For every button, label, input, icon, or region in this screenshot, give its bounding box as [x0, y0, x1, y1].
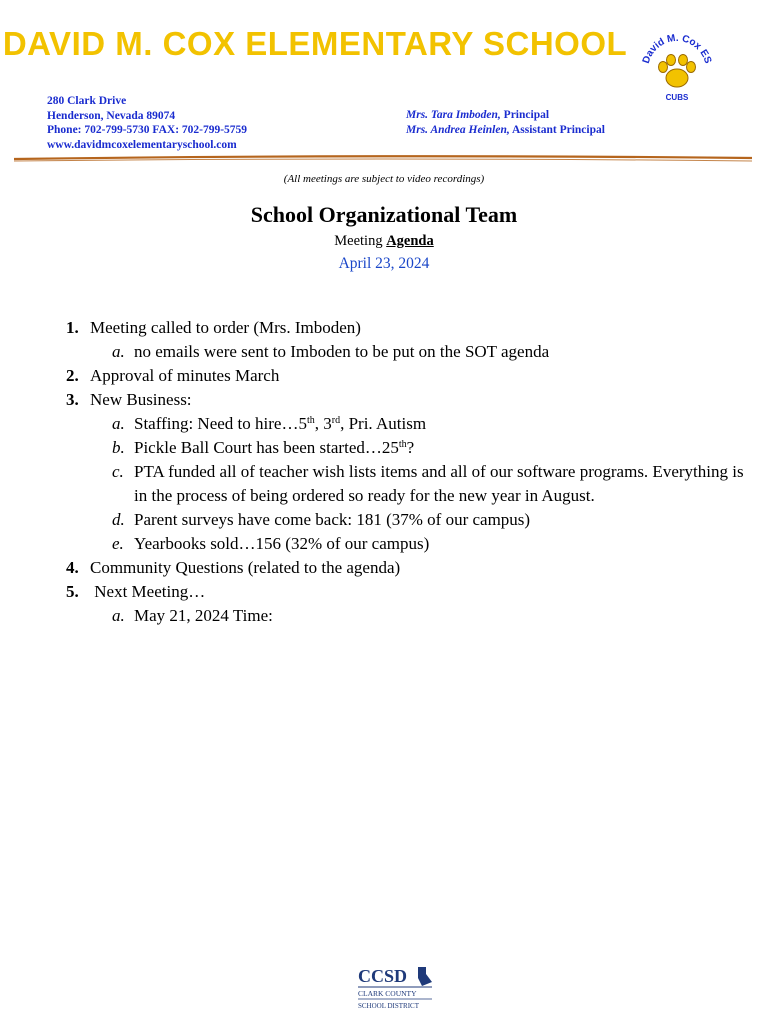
item-text: Approval of minutes March: [90, 366, 280, 385]
ordinal-suffix: th: [398, 439, 407, 450]
ordinal-suffix: rd: [331, 415, 341, 426]
text-part: , Pri. Autism: [340, 414, 427, 433]
page-title: School Organizational Team: [250, 202, 518, 227]
text-part: Staffing: Need to hire…5: [134, 414, 307, 433]
logo-arc-text: David M. Cox ES: [640, 32, 714, 65]
logo-cubs-text: CUBS: [665, 93, 689, 102]
sub-item-letter: a.: [112, 414, 125, 433]
sub-item-letter: c.: [112, 462, 124, 481]
meeting-subtitle: [0, 233, 768, 250]
meeting-date: April 23, 2024: [338, 255, 430, 272]
agenda-sub-item: [112, 508, 746, 532]
agenda-item-1-sublist: [66, 340, 746, 364]
agenda-sub-item: [112, 460, 746, 508]
sub-item-text: [134, 438, 414, 457]
assistant-principal: [406, 123, 605, 138]
phone-fax: Phone: 702-799-5730 FAX: 702-799-5759: [47, 124, 248, 136]
ccsd-line1: CLARK COUNTY: [358, 989, 417, 998]
agenda-sub-item: [112, 340, 746, 364]
agenda-item-5: [66, 580, 746, 604]
nevada-shape-icon: [418, 967, 432, 986]
item-number: 4.: [66, 558, 79, 577]
subtitle-agenda: Agenda: [386, 233, 434, 249]
item-number: 1.: [66, 318, 79, 337]
agenda-sub-item: [112, 412, 746, 436]
recording-notice: (All meetings are subject to video recordings): [283, 173, 485, 185]
assistant-name: Mrs. Andrea Heinlen,: [406, 123, 510, 136]
cubs-paw-logo: [636, 26, 718, 106]
sub-item-letter: a.: [112, 342, 125, 361]
agenda-item-3-sublist: [66, 412, 746, 556]
administration: [406, 108, 605, 137]
item-text: Meeting called to order (Mrs. Imboden): [90, 318, 361, 337]
ccsd-logo: [356, 964, 436, 1012]
subtitle-prefix: Meeting: [334, 233, 383, 249]
school-address: [47, 94, 247, 152]
sub-item-text: PTA funded all of teacher wish lists items and all of our software programs. Everything is in the process of being ordered so ready for the new year in August.: [134, 462, 744, 505]
agenda-sub-item: [112, 604, 746, 628]
agenda-item-4: [66, 556, 746, 580]
item-number: 5.: [66, 582, 79, 601]
sub-item-letter: e.: [112, 534, 124, 553]
agenda-item-2: [66, 364, 746, 388]
header-divider: [14, 154, 752, 164]
ccsd-abbr: CCSD: [358, 966, 408, 986]
sub-item-text: May 21, 2024 Time:: [134, 606, 273, 625]
text-part: , 3: [314, 414, 332, 433]
ordinal-suffix: th: [306, 415, 315, 426]
sub-item-letter: d.: [112, 510, 125, 529]
text-part: Pickle Ball Court has been started…25: [134, 438, 399, 457]
sub-item-text: Parent surveys have come back: 181 (37% of our campus): [134, 510, 531, 529]
agenda-sub-item: [112, 532, 746, 556]
agenda-item-3: [66, 388, 746, 412]
sub-item-letter: b.: [112, 438, 125, 457]
item-text: Community Questions (related to the agenda): [90, 558, 401, 577]
principal-title: Principal: [503, 109, 550, 121]
svg-text:David M. Cox ES: [641, 33, 713, 65]
text-part: ?: [406, 438, 415, 457]
item-text: New Business:: [90, 390, 192, 409]
sub-item-text: no emails were sent to Imboden to be put on the SOT agenda: [134, 342, 550, 361]
agenda-item-5-sublist: [66, 604, 746, 628]
sub-item-text: Yearbooks sold…156 (32% of our campus): [134, 534, 430, 553]
assistant-title: Assistant Principal: [511, 123, 605, 136]
agenda-sub-item: [112, 436, 746, 460]
school-name: DAVID M. COX ELEMENTARY SCHOOL: [2, 25, 628, 62]
item-text: Next Meeting…: [90, 582, 206, 601]
ccsd-line2: SCHOOL DISTRICT: [358, 1002, 419, 1010]
address-city: Henderson, Nevada 89074: [47, 109, 176, 122]
principal: [406, 108, 605, 123]
website-link[interactable]: www.davidmcoxelementaryschool.com: [47, 138, 237, 151]
sub-item-text: [134, 414, 426, 433]
agenda-list: [66, 316, 746, 628]
address-street: 280 Clark Drive: [47, 95, 127, 107]
agenda-item-1: [66, 316, 746, 340]
principal-name: Mrs. Tara Imboden,: [406, 109, 501, 121]
item-number: 3.: [66, 390, 79, 409]
item-number: 2.: [66, 366, 79, 385]
sub-item-letter: a.: [112, 606, 125, 625]
